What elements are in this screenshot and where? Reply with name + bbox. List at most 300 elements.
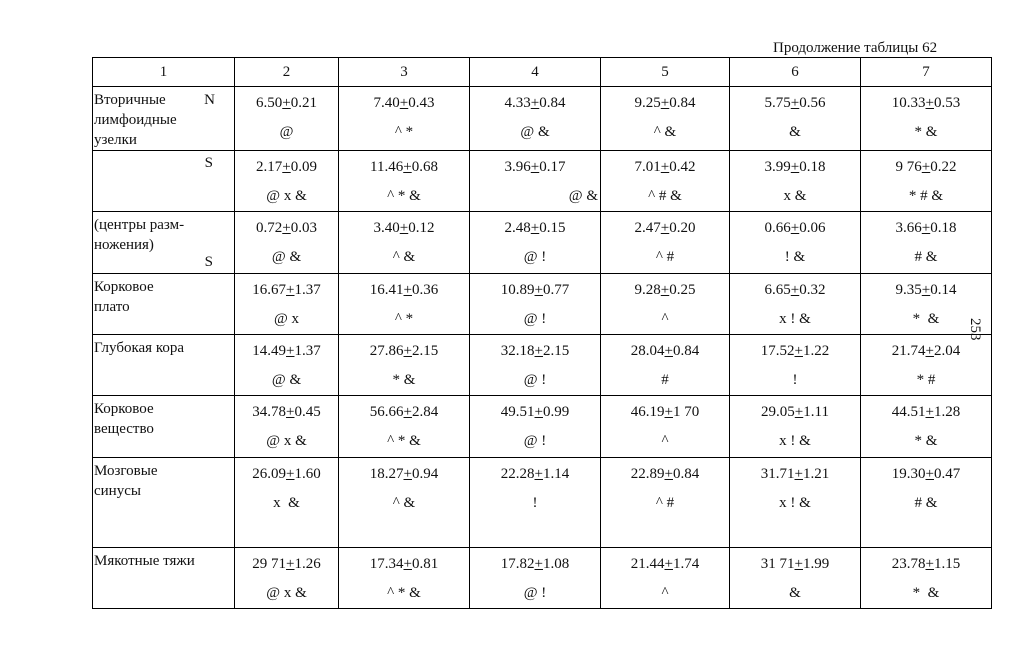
- value-cell: [601, 87, 730, 151]
- value-cell: [601, 548, 730, 609]
- row-label-text: Мозговые: [94, 463, 158, 479]
- sd-value: 0.81: [411, 556, 439, 572]
- significance-marks: ^ &: [653, 124, 677, 140]
- mean-value: 16.41: [369, 282, 404, 298]
- value-cell: [235, 212, 339, 274]
- value-cell: [470, 87, 601, 151]
- sd-value: 1.11: [803, 404, 829, 420]
- mean-value: 31.71: [760, 466, 795, 482]
- plus-minus-sign: +: [534, 466, 543, 482]
- value-cell: [601, 151, 730, 212]
- value-cell: [470, 274, 601, 335]
- sd-value: 2.15: [542, 343, 570, 359]
- mean-sd-value: [235, 342, 338, 360]
- plus-minus-sign: +: [403, 556, 412, 572]
- mean-sd-value: [470, 403, 600, 421]
- table-row: [93, 274, 992, 335]
- row-label-suffix: S: [204, 155, 213, 171]
- value-cell: [339, 87, 470, 151]
- mean-value: 29.05: [761, 404, 795, 420]
- sd-value: 1.26: [294, 556, 321, 572]
- sd-value: 0.84: [539, 95, 566, 111]
- plus-minus-sign: +: [530, 95, 540, 111]
- sd-value: 0.03: [290, 220, 317, 236]
- row-label-text: вещество: [94, 421, 154, 437]
- row-label-text: (центры разм-: [94, 217, 185, 233]
- plus-minus-sign: +: [403, 343, 412, 359]
- significance-marks: ^ *: [394, 311, 414, 327]
- row-label-text: лимфоидные: [94, 112, 177, 128]
- significance-marks: @: [279, 124, 294, 140]
- significance-marks: @ &: [271, 249, 302, 265]
- value-cell: [470, 458, 601, 548]
- plus-minus-sign: +: [925, 95, 934, 111]
- mean-value: 46.19: [630, 404, 665, 420]
- value-cell: [470, 212, 601, 274]
- sd-value: 0.53: [933, 95, 961, 111]
- sd-value: 0.47: [933, 466, 961, 482]
- header-cell: 5: [601, 58, 730, 87]
- sd-value: 1.60: [294, 466, 321, 482]
- value-cell: [601, 396, 730, 458]
- mean-sd-value: [861, 219, 991, 237]
- mean-sd-value: [730, 158, 860, 176]
- mean-value: 23.78: [891, 556, 926, 572]
- value-cell: [861, 335, 992, 396]
- mean-value: 5.75: [764, 95, 791, 111]
- sd-value: 0.84: [672, 343, 700, 359]
- sd-value: 0.36: [411, 282, 439, 298]
- sd-value: 0.21: [290, 95, 317, 111]
- value-cell: [470, 335, 601, 396]
- value-cell: [235, 87, 339, 151]
- significance-marks: @ x: [273, 311, 300, 327]
- mean-sd-value: [470, 219, 600, 237]
- plus-minus-sign: +: [925, 556, 934, 572]
- mean-sd-value: [235, 403, 338, 421]
- header-cell: 4: [470, 58, 601, 87]
- mean-value: 9.28: [634, 282, 661, 298]
- significance-marks: ^ * &: [387, 585, 421, 601]
- significance-marks: #: [661, 372, 669, 388]
- plus-minus-sign: +: [794, 556, 803, 572]
- sd-value: 1.08: [542, 556, 570, 572]
- plus-minus-sign: +: [403, 466, 412, 482]
- mean-value: 18.27: [369, 466, 404, 482]
- value-cell: [470, 548, 601, 609]
- header-cell: 2: [235, 58, 339, 87]
- page-number: 253: [967, 318, 983, 341]
- table-row: [93, 87, 992, 151]
- mean-sd-value: [601, 555, 729, 573]
- significance-marks: ^ #: [655, 495, 675, 511]
- value-cell: [730, 87, 861, 151]
- sd-value: 2.04: [933, 343, 961, 359]
- mean-sd-value: [235, 281, 338, 299]
- plus-minus-sign: +: [534, 343, 543, 359]
- mean-sd-value: [601, 465, 729, 483]
- table-row: [93, 212, 992, 274]
- mean-value: 0.72: [256, 220, 283, 236]
- significance-marks: # &: [914, 495, 938, 511]
- table-row: [93, 458, 992, 548]
- header-cell: 1: [93, 58, 235, 87]
- value-cell: [235, 458, 339, 548]
- value-cell: [339, 151, 470, 212]
- mean-sd-value: [601, 94, 729, 112]
- mean-value: 17.52: [760, 343, 795, 359]
- sd-value: 0.77: [542, 282, 570, 298]
- sd-value: 0.22: [930, 159, 957, 175]
- sd-value: 0.43: [408, 95, 435, 111]
- mean-value: 21.44: [630, 556, 665, 572]
- row-label-text: Глубокая кора: [94, 340, 185, 356]
- value-cell: [339, 335, 470, 396]
- mean-sd-value: [339, 403, 469, 421]
- significance-marks: @ !: [523, 249, 547, 265]
- mean-value: 9.35: [895, 282, 922, 298]
- mean-value: 3.99: [764, 159, 791, 175]
- header-row: [93, 58, 992, 87]
- significance-marks: @ !: [523, 433, 547, 449]
- sd-value: 0.18: [799, 159, 826, 175]
- row-label-cell: [93, 548, 235, 609]
- value-cell: [730, 335, 861, 396]
- significance-marks: ^ &: [392, 249, 416, 265]
- significance-marks: x &: [783, 188, 807, 204]
- significance-marks: @ !: [523, 585, 547, 601]
- plus-minus-sign: +: [534, 404, 543, 420]
- value-cell: [235, 274, 339, 335]
- plus-minus-sign: +: [921, 220, 931, 236]
- plus-minus-sign: +: [925, 466, 934, 482]
- plus-minus-sign: +: [921, 159, 931, 175]
- significance-marks: * # &: [908, 188, 944, 204]
- mean-value: 6.65: [764, 282, 791, 298]
- plus-minus-sign: +: [794, 404, 804, 420]
- mean-sd-value: [470, 465, 600, 483]
- mean-value: 9.25: [634, 95, 661, 111]
- mean-value: 29 71: [252, 556, 287, 572]
- mean-value: 22.89: [630, 466, 665, 482]
- sd-value: 0.42: [669, 159, 696, 175]
- sd-value: 1.99: [802, 556, 830, 572]
- significance-marks: ^ * &: [387, 433, 421, 449]
- row-label-cell: [93, 151, 235, 212]
- significance-marks: # &: [914, 249, 938, 265]
- mean-sd-value: [601, 403, 729, 421]
- mean-sd-value: [339, 281, 469, 299]
- significance-marks: &: [789, 124, 801, 140]
- mean-sd-value: [470, 94, 600, 112]
- mean-sd-value: [339, 555, 469, 573]
- value-cell: [730, 396, 861, 458]
- mean-value: 49.51: [500, 404, 535, 420]
- significance-marks: @ x &: [266, 188, 307, 204]
- mean-value: 32.18: [500, 343, 535, 359]
- sd-value: 2.15: [411, 343, 439, 359]
- mean-sd-value: [470, 158, 600, 176]
- value-cell: [730, 548, 861, 609]
- sd-value: 1.15: [933, 556, 961, 572]
- significance-marks: ^: [661, 311, 669, 327]
- header-cell: 3: [339, 58, 470, 87]
- mean-sd-value: [861, 281, 991, 299]
- significance-marks: x ! &: [779, 311, 811, 327]
- significance-marks: @ &: [520, 124, 550, 140]
- sd-value: 0.68: [411, 159, 438, 175]
- row-label-cell: [93, 458, 235, 548]
- value-cell: [470, 396, 601, 458]
- value-cell: [235, 151, 339, 212]
- mean-sd-value: [730, 219, 860, 237]
- plus-minus-sign: +: [286, 404, 295, 420]
- mean-value: 31 71: [760, 556, 795, 572]
- significance-marks: * &: [912, 585, 940, 601]
- mean-sd-value: [339, 94, 469, 112]
- significance-marks: &: [789, 585, 801, 601]
- mean-sd-value: [339, 465, 469, 483]
- row-label-text: плато: [94, 299, 130, 315]
- value-cell: [601, 274, 730, 335]
- sd-value: 0.18: [930, 220, 957, 236]
- plus-minus-sign: +: [403, 159, 412, 175]
- plus-minus-sign: +: [664, 343, 673, 359]
- mean-sd-value: [861, 403, 991, 421]
- mean-value: 2.47: [634, 220, 661, 236]
- mean-value: 7.01: [634, 159, 661, 175]
- row-label-cell: [93, 396, 235, 458]
- mean-sd-value: [730, 342, 860, 360]
- row-label-text: узелки: [94, 132, 137, 148]
- mean-sd-value: [730, 403, 860, 421]
- value-cell: [861, 458, 992, 548]
- significance-marks: @ &: [568, 188, 598, 204]
- data-table: [92, 57, 992, 609]
- mean-value: 3.66: [895, 220, 922, 236]
- significance-marks: ^: [661, 585, 669, 601]
- mean-value: 22.28: [500, 466, 535, 482]
- plus-minus-sign: +: [664, 404, 673, 420]
- mean-sd-value: [235, 94, 338, 112]
- mean-sd-value: [235, 158, 338, 176]
- mean-value: 2.17: [256, 159, 283, 175]
- significance-marks: !: [792, 372, 798, 388]
- mean-value: 10.89: [500, 282, 535, 298]
- mean-value: 3.40: [373, 220, 400, 236]
- header-cell: 7: [861, 58, 992, 87]
- mean-value: 21.74: [891, 343, 926, 359]
- significance-marks: @ x &: [266, 433, 307, 449]
- mean-value: 11.46: [370, 159, 404, 175]
- mean-sd-value: [235, 555, 338, 573]
- mean-sd-value: [470, 281, 600, 299]
- significance-marks: ^ # &: [648, 188, 682, 204]
- plus-minus-sign: +: [925, 404, 934, 420]
- row-label-text: синусы: [94, 483, 141, 499]
- table-row: [93, 335, 992, 396]
- plus-minus-sign: +: [530, 159, 540, 175]
- mean-sd-value: [601, 158, 729, 176]
- value-cell: [861, 87, 992, 151]
- plus-minus-sign: +: [664, 556, 673, 572]
- row-label-cell: [93, 335, 235, 396]
- row-label-cell: [93, 87, 235, 151]
- table-row: [93, 396, 992, 458]
- mean-value: 16.67: [252, 282, 287, 298]
- sd-value: 1 70: [672, 404, 700, 420]
- mean-sd-value: [601, 281, 729, 299]
- mean-value: 27.86: [369, 343, 404, 359]
- mean-value: 0.66: [764, 220, 791, 236]
- plus-minus-sign: +: [660, 159, 670, 175]
- plus-minus-sign: +: [286, 466, 295, 482]
- sd-value: 1.14: [542, 466, 570, 482]
- mean-sd-value: [470, 342, 600, 360]
- mean-sd-value: [730, 555, 860, 573]
- plus-minus-sign: +: [403, 282, 412, 298]
- significance-marks: ^ #: [655, 249, 675, 265]
- sd-value: 1.21: [802, 466, 830, 482]
- significance-marks: x ! &: [779, 495, 811, 511]
- table-row: [93, 548, 992, 609]
- value-cell: [861, 396, 992, 458]
- sd-value: 0.25: [669, 282, 696, 298]
- sd-value: 0.15: [539, 220, 566, 236]
- mean-value: 2.48: [504, 220, 531, 236]
- row-label-text: ножения): [94, 237, 154, 253]
- plus-minus-sign: +: [282, 159, 291, 175]
- value-cell: [601, 458, 730, 548]
- mean-value: 14.49: [252, 343, 287, 359]
- plus-minus-sign: +: [534, 556, 543, 572]
- significance-marks: * &: [914, 433, 938, 449]
- sd-value: 0.12: [408, 220, 435, 236]
- plus-minus-sign: +: [790, 220, 800, 236]
- plus-minus-sign: +: [660, 220, 670, 236]
- mean-value: 19.30: [891, 466, 926, 482]
- row-label-text: Мякотные тяжи: [94, 553, 195, 569]
- mean-sd-value: [235, 219, 338, 237]
- mean-value: 44.51: [891, 404, 926, 420]
- significance-marks: * &: [392, 372, 416, 388]
- plus-minus-sign: +: [921, 282, 931, 298]
- table-caption: Продолжение таблицы 62: [773, 40, 938, 56]
- plus-minus-sign: +: [282, 95, 291, 111]
- plus-minus-sign: +: [660, 95, 670, 111]
- value-cell: [730, 274, 861, 335]
- mean-sd-value: [730, 465, 860, 483]
- mean-sd-value: [601, 342, 729, 360]
- plus-minus-sign: +: [282, 220, 291, 236]
- value-cell: [861, 274, 992, 335]
- sd-value: 1.22: [802, 343, 830, 359]
- mean-value: 9 76: [895, 159, 922, 175]
- plus-minus-sign: +: [399, 220, 409, 236]
- sd-value: 0.84: [669, 95, 696, 111]
- significance-marks: ^ &: [392, 495, 416, 511]
- plus-minus-sign: +: [790, 95, 800, 111]
- table-row: [93, 151, 992, 212]
- mean-sd-value: [861, 342, 991, 360]
- sd-value: 0.17: [539, 159, 566, 175]
- value-cell: [235, 335, 339, 396]
- value-cell: [339, 212, 470, 274]
- plus-minus-sign: +: [664, 466, 673, 482]
- plus-minus-sign: +: [660, 282, 670, 298]
- sd-value: 1.37: [294, 343, 321, 359]
- mean-value: 34.78: [252, 404, 287, 420]
- sd-value: 0.32: [799, 282, 826, 298]
- plus-minus-sign: +: [794, 343, 803, 359]
- value-cell: [730, 458, 861, 548]
- plus-minus-sign: +: [790, 282, 800, 298]
- plus-minus-sign: +: [399, 95, 409, 111]
- significance-marks: ^ *: [394, 124, 414, 140]
- mean-sd-value: [861, 555, 991, 573]
- significance-marks: * #: [916, 372, 936, 388]
- mean-sd-value: [861, 465, 991, 483]
- sd-value: 0.84: [672, 466, 700, 482]
- significance-marks: ^ * &: [387, 188, 421, 204]
- value-cell: [861, 151, 992, 212]
- mean-value: 10.33: [891, 95, 926, 111]
- sd-value: 0.99: [542, 404, 570, 420]
- significance-marks: @ &: [271, 372, 302, 388]
- plus-minus-sign: +: [534, 282, 543, 298]
- mean-sd-value: [861, 94, 991, 112]
- significance-marks: ! &: [784, 249, 806, 265]
- significance-marks: x &: [273, 495, 300, 511]
- row-label-text: Корковое: [94, 401, 154, 417]
- row-label-suffix: N: [204, 92, 215, 108]
- sd-value: 1.28: [933, 404, 961, 420]
- mean-value: 7.40: [373, 95, 400, 111]
- plus-minus-sign: +: [530, 220, 540, 236]
- plus-minus-sign: +: [403, 404, 412, 420]
- mean-sd-value: [861, 158, 991, 176]
- sd-value: 0.56: [799, 95, 826, 111]
- row-label-suffix: S: [204, 254, 213, 270]
- row-label-text: Вторичные: [94, 92, 166, 108]
- mean-value: 3.96: [504, 159, 531, 175]
- sd-value: 1.74: [672, 556, 700, 572]
- value-cell: [470, 151, 601, 212]
- mean-value: 17.34: [369, 556, 404, 572]
- header-cell: 6: [730, 58, 861, 87]
- sd-value: 1.37: [294, 282, 321, 298]
- mean-sd-value: [235, 465, 338, 483]
- value-cell: [339, 458, 470, 548]
- significance-marks: * &: [914, 124, 938, 140]
- mean-sd-value: [339, 158, 469, 176]
- value-cell: [339, 274, 470, 335]
- mean-sd-value: [730, 281, 860, 299]
- plus-minus-sign: +: [790, 159, 800, 175]
- mean-value: 28.04: [630, 343, 665, 359]
- row-label-cell: [93, 212, 235, 274]
- sd-value: 0.45: [294, 404, 321, 420]
- sd-value: 0.94: [411, 466, 439, 482]
- value-cell: [601, 335, 730, 396]
- sd-value: 0.14: [930, 282, 957, 298]
- sd-value: 0.20: [669, 220, 696, 236]
- row-label-text: Корковое: [94, 279, 154, 295]
- value-cell: [861, 212, 992, 274]
- plus-minus-sign: +: [925, 343, 934, 359]
- value-cell: [601, 212, 730, 274]
- plus-minus-sign: +: [286, 343, 295, 359]
